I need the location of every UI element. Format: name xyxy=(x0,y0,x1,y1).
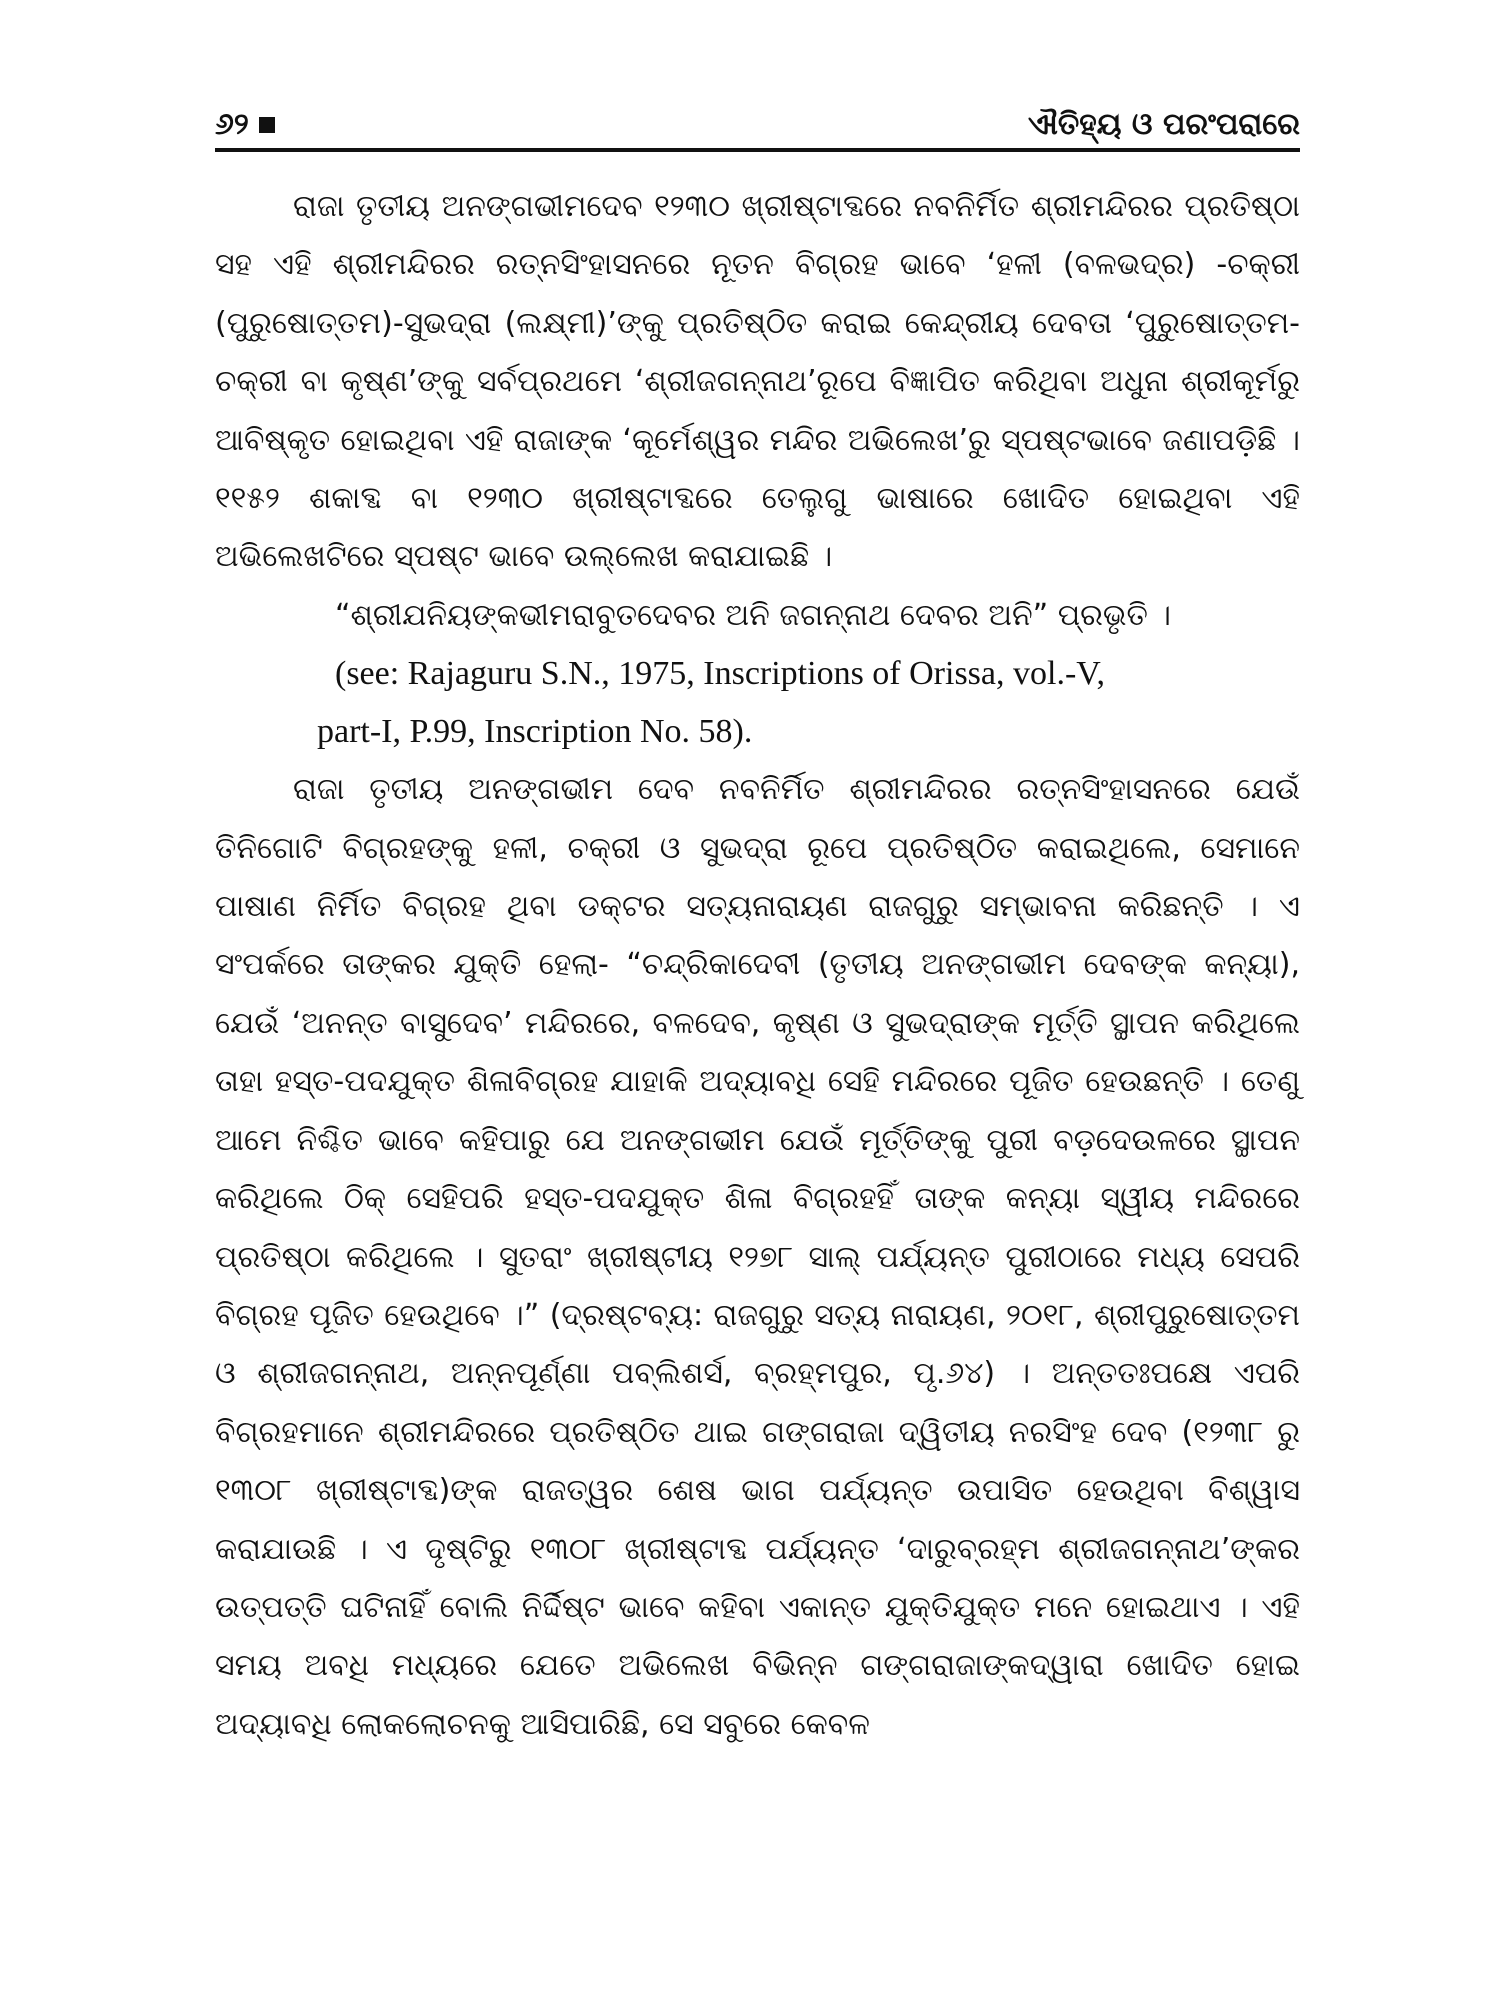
citation-line-1: (see: Rajaguru S.N., 1975, Inscriptions of Orissa, vol.-V, xyxy=(335,655,1105,693)
page-number: ୬୨ xyxy=(215,107,249,142)
page-header xyxy=(215,100,1300,152)
body-text xyxy=(215,178,1300,1754)
paragraph-2: ରାଜା ତୃତୀୟ ଅନଙ୍ଗଭୀମ ଦେବ ନବନିର୍ମିତ ଶ୍ରୀମନ୍ଦିରର ରତ୍ନସିଂହାସନରେ ଯେଉଁ ତିନିଗୋଟି ବିଗ୍ରହଙ୍କୁ ହଳୀ, ଚକ୍ରୀ ଓ ସୁଭଦ୍ରା ରୂପେ ପ୍ରତିଷ୍ଠିତ କରାଇଥିଲେ, ସେମାନେ ପାଷାଣ ନିର୍ମିତ ବିଗ୍ରହ ଥିବା ଡକ୍ଟର ସତ୍ୟନାରାୟଣ ରାଜଗୁରୁ ସମ୍ଭାବନା କରିଛନ୍ତି । ଏ ସଂପର୍କରେ ତାଙ୍କର ଯୁକ୍ତି ହେଲା- “ଚନ୍ଦ୍ରିକାଦେବୀ (ତୃତୀୟ ଅନଙ୍ଗଭୀମ ଦେବଙ୍କ କନ୍ୟା), ଯେଉଁ ‘ଅନନ୍ତ ବାସୁଦେବ’ ମନ୍ଦିରରେ, ବଳଦେବ, କୃଷ୍ଣ ଓ ସୁଭଦ୍ରାଙ୍କ ମୂର୍ତ୍ତି ସ୍ଥାପନ କରିଥିଲେ ତାହା ହସ୍ତ-ପଦଯୁକ୍ତ ଶିଳାବିଗ୍ରହ ଯାହାକି ଅଦ୍ୟାବଧି ସେହି ମନ୍ଦିରରେ ପୂଜିତ ହେଉଛନ୍ତି । ତେଣୁ ଆମେ ନିଶ୍ଚିତ ଭାବେ କହିପାରୁ ଯେ ଅନଙ୍ଗଭୀମ ଯେଉଁ ମୂର୍ତ୍ତିଙ୍କୁ ପୁରୀ ବଡ଼ଦେଉଳରେ ସ୍ଥାପନ କରିଥିଲେ ଠିକ୍ ସେହିପରି ହସ୍ତ-ପଦଯୁକ୍ତ ଶିଳା ବିଗ୍ରହହିଁ ତାଙ୍କ କନ୍ୟା ସ୍ୱୀୟ ମନ୍ଦିରରେ ପ୍ରତିଷ୍ଠା କରିଥିଲେ । ସୁତରାଂ ଖ୍ରୀଷ୍ଟୀୟ ୧୨୭୮ ସାଲ୍ ପର୍ଯ୍ୟନ୍ତ ପୁରୀଠାରେ ମଧ୍ୟ ସେପରି ବିଗ୍ରହ ପୂଜିତ ହେଉଥିବେ ।” (ଦ୍ରଷ୍ଟବ୍ୟ: ରାଜଗୁରୁ ସତ୍ୟ ନାରାୟଣ, ୨୦୧୮, ଶ୍ରୀପୁରୁଷୋତ୍ତମ ଓ ଶ୍ରୀଜଗନ୍ନାଥ, ଅନ୍ନପୂର୍ଣ୍ଣା ପବ୍ଲିଶର୍ସ, ବ୍ରହ୍ମପୁର, ପୃ.୬୪) । ଅନ୍ତତଃପକ୍ଷେ ଏପରି ବିଗ୍ରହମାନେ ଶ୍ରୀମନ୍ଦିରରେ ପ୍ରତିଷ୍ଠିତ ଥାଇ ଗଙ୍ଗରାଜା ଦ୍ୱିତୀୟ ନରସିଂହ ଦେବ (୧୨୩୮ ରୁ ୧୩୦୮ ଖ୍ରୀଷ୍ଟାବ୍ଦ)ଙ୍କ ରାଜତ୍ୱର ଶେଷ ଭାଗ ପର୍ଯ୍ୟନ୍ତ ଉପାସିତ ହେଉଥିବା ବିଶ୍ୱାସ କରାଯାଉଛି । ଏ ଦୃଷ୍ଟିରୁ ୧୩୦୮ ଖ୍ରୀଷ୍ଟାବ୍ଦ ପର୍ଯ୍ୟନ୍ତ ‘ଦାରୁବ୍ରହ୍ମ ଶ୍ରୀଜଗନ୍ନାଥ’ଙ୍କର ଉତ୍ପତ୍ତି ଘଟିନାହିଁ ବୋଲି ନିର୍ଦ୍ଦିଷ୍ଟ ଭାବେ କହିବା ଏକାନ୍ତ ଯୁକ୍ତିଯୁକ୍ତ ମନେ ହୋଇଥାଏ । ଏହି ସମୟ ଅବଧି ମଧ୍ୟରେ ଯେତେ ଅଭିଲେଖ ବିଭିନ୍ନ ଗଙ୍ଗରାଜାଙ୍କଦ୍ୱାରା ଖୋଦିତ ହୋଇ ଅଦ୍ୟାବଧି ଲୋକଲୋଚନକୁ ଆସିପାରିଛି, ସେ ସବୁରେ କେବଳ xyxy=(215,772,1300,1742)
inscription-quote: “ଶ୍ରୀଯନିୟଙ୍କଭୀମରାବୁତଦେବର ଅନି ଜଗନ୍ନାଥ ଦେବର ଅନି” ପ୍ରଭୃତି । xyxy=(335,597,1171,633)
square-marker-icon xyxy=(259,117,275,133)
running-head: ଐତିହ୍ୟ ଓ ପରଂପରାରେ xyxy=(1027,107,1300,142)
paragraph-1: ରାଜା ତୃତୀୟ ଅନଙ୍ଗଭୀମଦେବ ୧୨୩୦ ଖ୍ରୀଷ୍ଟାବ୍ଦରେ ନବନିର୍ମିତ ଶ୍ରୀମନ୍ଦିରର ପ୍ରତିଷ୍ଠା ସହ ଏହି ଶ୍ରୀମନ୍ଦିରର ରତ୍ନସିଂହାସନରେ ନୂତନ ବିଗ୍ରହ ଭାବେ ‘ହଳୀ (ବଳଭଦ୍ର) -ଚକ୍ରୀ (ପୁରୁଷୋତ୍ତମ)-ସୁଭଦ୍ରା (ଲକ୍ଷ୍ମୀ)’ଙ୍କୁ ପ୍ରତିଷ୍ଠିତ କରାଇ କେନ୍ଦ୍ରୀୟ ଦେବତା ‘ପୁରୁଷୋତ୍ତମ-ଚକ୍ରୀ ବା କୃଷ୍ଣ’ଙ୍କୁ ସର୍ବପ୍ରଥମେ ‘ଶ୍ରୀଜଗନ୍ନାଥ’ରୂପେ ବିଜ୍ଞାପିତ କରିଥିବା ଅଧୁନା ଶ୍ରୀକୂର୍ମରୁ ଆବିଷ୍କୃତ ହୋଇଥିବା ଏହି ରାଜାଙ୍କ ‘କୂର୍ମେଶ୍ୱର ମନ୍ଦିର ଅଭିଲେଖ’ରୁ ସ୍ପଷ୍ଟଭାବେ ଜଣାପଡ଼ିଛି । ୧୧୫୨ ଶକାବ୍ଦ ବା ୧୨୩୦ ଖ୍ରୀଷ୍ଟାବ୍ଦରେ ତେଲୁଗୁ ଭାଷାରେ ଖୋଦିତ ହୋଇଥିବା ଏହି ଅଭିଲେଖଟିରେ ସ୍ପଷ୍ଟ ଭାବେ ଉଲ୍ଲେଖ କରାଯାଇଛି । xyxy=(215,189,1300,575)
citation-line-2: part-I, P.99, Inscription No. 58). xyxy=(317,713,753,751)
book-page xyxy=(215,100,1300,1960)
page-number-group xyxy=(215,107,275,142)
